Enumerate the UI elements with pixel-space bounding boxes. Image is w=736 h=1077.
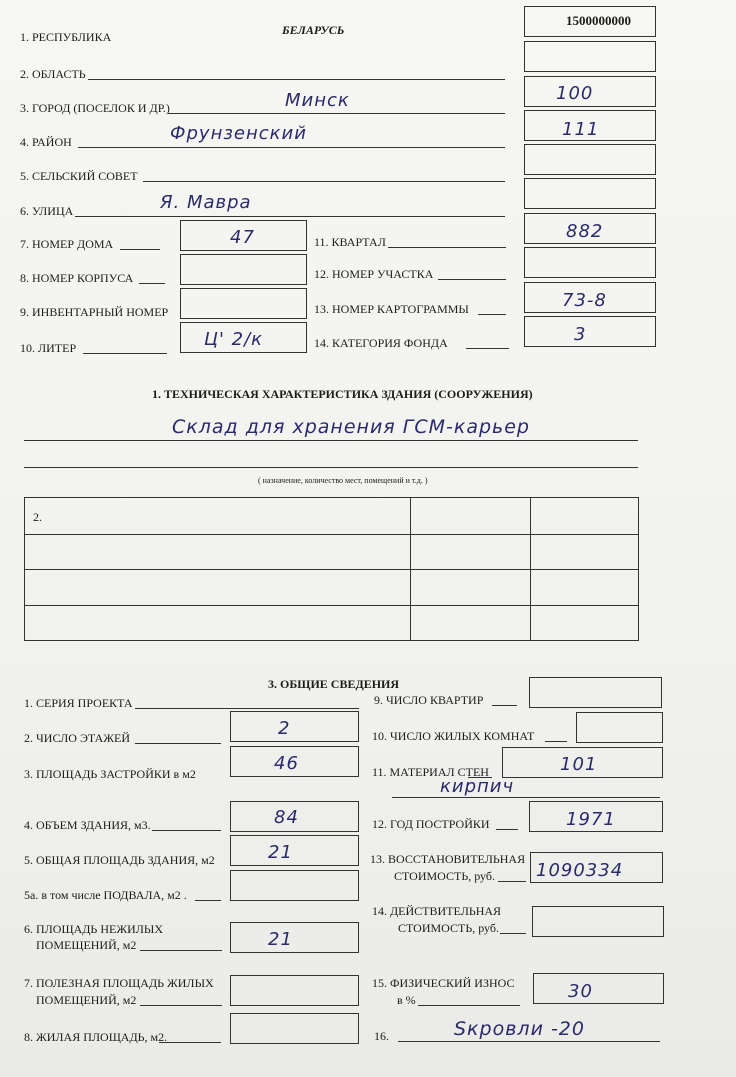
- plot-line: [438, 279, 506, 280]
- item16-value: Sкровли -20: [454, 1018, 585, 1040]
- plot-box: [524, 247, 656, 278]
- year-label: 12. ГОД ПОСТРОЙКИ: [372, 817, 490, 831]
- village-label: 5. СЕЛЬСКИЙ СОВЕТ: [20, 169, 138, 183]
- purpose-line-1: [24, 440, 638, 441]
- apartments-box: [529, 677, 662, 708]
- category-box: [524, 316, 656, 347]
- item16-label: 16.: [374, 1029, 389, 1043]
- volume-label: 4. ОБЪЕМ ЗДАНИЯ, м3.: [24, 818, 151, 832]
- city-code: 100: [556, 83, 594, 104]
- section2-table: [24, 497, 639, 641]
- village-code-box: [524, 144, 656, 175]
- series-line: [135, 708, 359, 709]
- restore-label-1: 13. ВОССТАНОВИТЕЛЬНАЯ: [370, 852, 526, 866]
- wall-value: кирпич: [440, 776, 515, 797]
- category-line: [466, 348, 509, 349]
- district-code: 111: [562, 119, 600, 140]
- wear-label-2: в %: [397, 993, 416, 1007]
- restore-label-2: СТОИМОСТЬ, руб.: [394, 869, 496, 883]
- purpose-value: Склад для хранения ГСМ-карьер: [172, 416, 530, 438]
- series-label: 1. СЕРИЯ ПРОЕКТА: [24, 696, 133, 710]
- section3-title: 3. ОБЩИЕ СВЕДЕНИЯ: [268, 677, 400, 691]
- grid-col-line: [530, 498, 531, 640]
- restore-value: 1090334: [536, 860, 624, 881]
- apartments-line: [492, 705, 517, 706]
- item16-line: [398, 1041, 660, 1042]
- block-label: 11. КВАРТАЛ: [314, 235, 386, 249]
- liter-line: [83, 353, 167, 354]
- district-value: Фрунзенский: [170, 123, 307, 144]
- city-label: 3. ГОРОД (ПОСЕЛОК И ДР.): [20, 101, 170, 115]
- floors-line: [135, 743, 221, 744]
- cartogram-value: 73-8: [562, 290, 607, 311]
- wear-line: [418, 1005, 520, 1006]
- section1-title: 1. ТЕХНИЧЕСКАЯ ХАРАКТЕРИСТИКА ЗДАНИЯ (СООРУЖЕНИЯ): [152, 387, 533, 401]
- volume-line: [152, 830, 221, 831]
- inventory-box: [180, 288, 307, 319]
- district-line: [78, 147, 505, 148]
- code-value: 1500000000: [566, 13, 631, 28]
- wear-label-1: 15. ФИЗИЧЕСКИЙ ИЗНОС: [372, 976, 515, 990]
- apartments-label: 9. ЧИСЛО КВАРТИР: [374, 693, 484, 707]
- category-label: 14. КАТЕГОРИЯ ФОНДА: [314, 336, 448, 350]
- purpose-line-2: [24, 467, 638, 468]
- wall-label: 11. МАТЕРИАЛ СТЕН: [372, 765, 489, 779]
- actual-label-2: СТОИМОСТЬ, руб.: [398, 921, 500, 935]
- region-code-box: [524, 41, 656, 72]
- city-value: Минск: [285, 90, 350, 111]
- city-line: [168, 113, 505, 114]
- nonres-box: [230, 922, 359, 953]
- building-box: [180, 254, 307, 285]
- basement-line: [195, 900, 221, 901]
- wall-code: 101: [560, 754, 598, 775]
- house-line: [120, 249, 160, 250]
- useful-box: [230, 975, 359, 1006]
- actual-line: [500, 933, 526, 934]
- nonres-label-1: 6. ПЛОЩАДЬ НЕЖИЛЫХ: [24, 922, 164, 936]
- actual-label-1: 14. ДЕЙСТВИТЕЛЬНАЯ: [372, 904, 502, 918]
- useful-line: [140, 1005, 222, 1006]
- house-label: 7. НОМЕР ДОМА: [20, 237, 114, 251]
- rooms-line: [545, 741, 567, 742]
- floors-value: 2: [278, 718, 291, 739]
- street-line: [75, 216, 505, 217]
- nonres-label-2: ПОМЕЩЕНИЙ, м2: [36, 938, 137, 952]
- grid-row-line: [25, 534, 638, 535]
- living-line: [159, 1042, 221, 1043]
- republic-label: 1. РЕСПУБЛИКА: [20, 30, 112, 44]
- wear-box: [533, 973, 664, 1004]
- grid-row-line: [25, 605, 638, 606]
- section2-label: 2.: [33, 510, 42, 524]
- village-line: [143, 181, 505, 182]
- house-value: 47: [230, 227, 255, 248]
- grid-col-line: [410, 498, 411, 640]
- volume-value: 84: [274, 807, 299, 828]
- district-label: 4. РАЙОН: [20, 135, 72, 149]
- year-line: [496, 829, 518, 830]
- republic-value: БЕЛАРУСЬ: [282, 23, 345, 37]
- total-area-value: 21: [268, 842, 293, 863]
- building-label: 8. НОМЕР КОРПУСА: [20, 271, 134, 285]
- cartogram-line: [478, 314, 506, 315]
- purpose-hint: ( назначение, количество мест, помещений и т.д. ): [258, 476, 428, 485]
- wall-material-line: [392, 797, 660, 798]
- inventory-label: 9. ИНВЕНТАРНЫЙ НОМЕР: [20, 305, 169, 319]
- liter-value: Ц' 2/к: [204, 329, 264, 350]
- region-line: [88, 79, 505, 80]
- wear-value: 30: [568, 981, 593, 1002]
- street-label: 6. УЛИЦА: [20, 204, 74, 218]
- grid-row-line: [25, 569, 638, 570]
- rooms-label: 10. ЧИСЛО ЖИЛЫХ КОМНАТ: [372, 729, 535, 743]
- useful-label-2: ПОМЕЩЕНИЙ, м2: [36, 993, 137, 1007]
- cartogram-label: 13. НОМЕР КАРТОГРАММЫ: [314, 302, 469, 316]
- block-value: 882: [566, 221, 604, 242]
- year-value: 1971: [566, 809, 616, 830]
- building-line: [139, 283, 165, 284]
- built-area-label: 3. ПЛОЩАДЬ ЗАСТРОЙКИ в м2: [24, 767, 196, 781]
- liter-label: 10. ЛИТЕР: [20, 341, 77, 355]
- region-label: 2. ОБЛАСТЬ: [20, 67, 86, 81]
- plot-label: 12. НОМЕР УЧАСТКА: [314, 267, 434, 281]
- rooms-box: [576, 712, 663, 743]
- floors-label: 2. ЧИСЛО ЭТАЖЕЙ: [24, 731, 131, 745]
- restore-line: [498, 881, 526, 882]
- nonres-value: 21: [268, 929, 293, 950]
- actual-box: [532, 906, 664, 937]
- total-area-label: 5. ОБЩАЯ ПЛОЩАДЬ ЗДАНИЯ, м2: [24, 853, 215, 867]
- block-line: [388, 247, 506, 248]
- nonres-line: [140, 950, 222, 951]
- built-area-value: 46: [274, 753, 299, 774]
- basement-box: [230, 870, 359, 901]
- street-value: Я. Мавра: [160, 192, 252, 213]
- basement-label: 5а. в том числе ПОДВАЛА, м2 .: [24, 888, 187, 902]
- living-box: [230, 1013, 359, 1044]
- street-code-box: [524, 178, 656, 209]
- living-label: 8. ЖИЛАЯ ПЛОЩАДЬ, м2.: [24, 1030, 168, 1044]
- useful-label-1: 7. ПОЛЕЗНАЯ ПЛОЩАДЬ ЖИЛЫХ: [24, 976, 214, 990]
- total-area-box: [230, 835, 359, 866]
- category-value: 3: [574, 324, 587, 345]
- floors-box: [230, 711, 359, 742]
